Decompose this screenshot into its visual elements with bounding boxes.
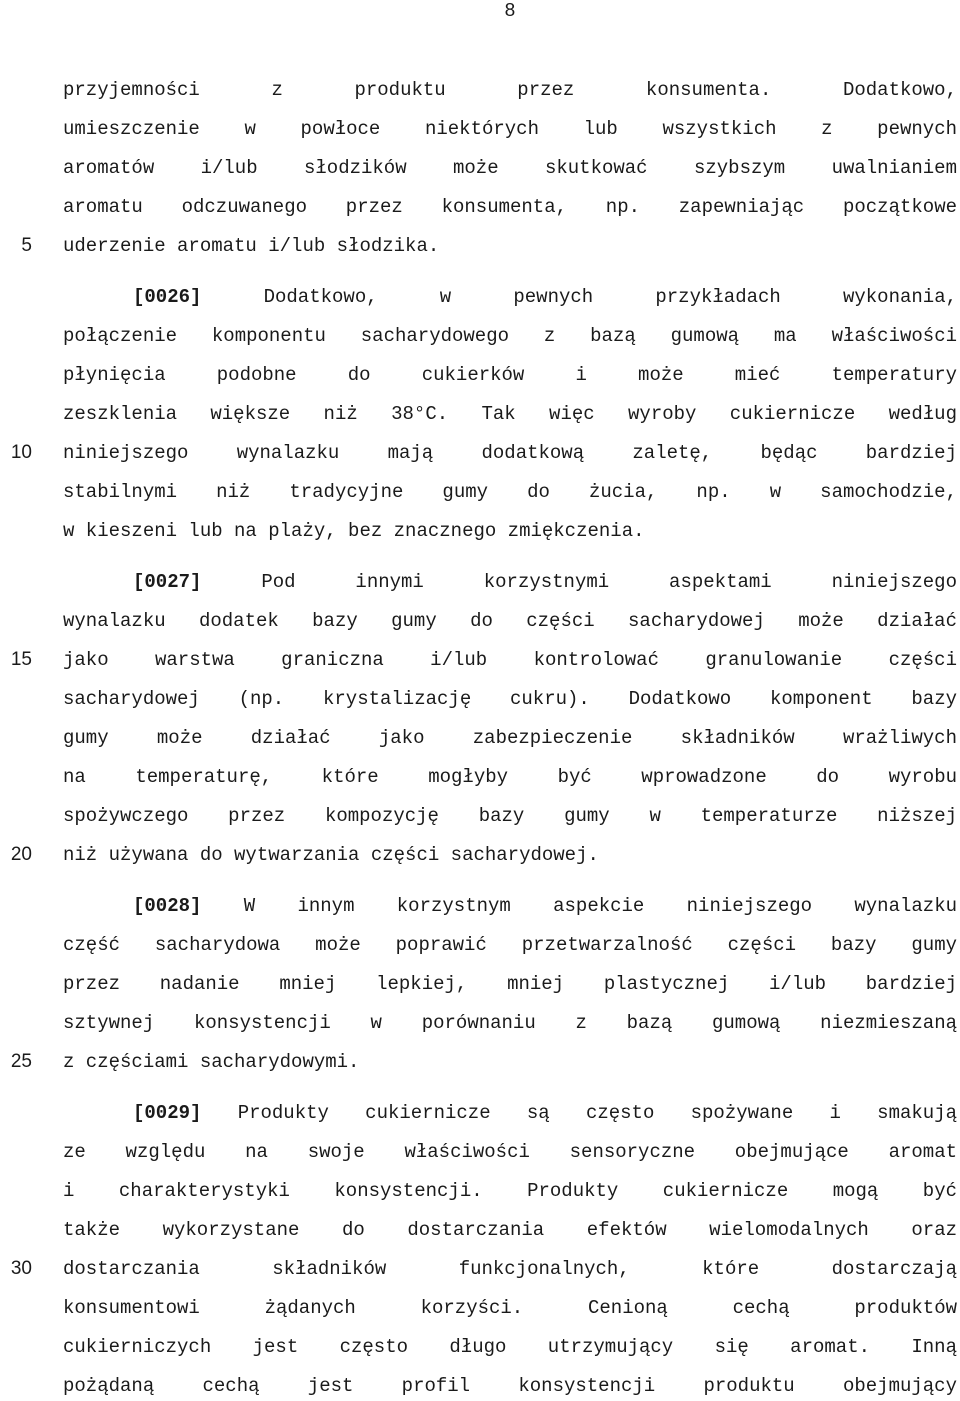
text-line: przyjemności z produktu przez konsumenta. Dodatkowo, <box>63 79 957 101</box>
text-line: płynięcia podobne do cukierków i może mieć temperatury <box>63 364 957 386</box>
paragraph-first-line <box>133 891 957 921</box>
text-line: uderzenie aromatu i/lub słodzika. <box>63 235 440 257</box>
paragraph-text: W innym korzystnym aspekcie niniejszego wynalazku <box>201 895 957 917</box>
paragraph-text: Pod innymi korzystnymi aspektami niniejszego <box>201 571 957 593</box>
line-number: 10 <box>10 442 32 463</box>
text-line: sacharydowej (np. krystalizację cukru). Dodatkowo komponent bazy <box>63 688 957 710</box>
text-line: jako warstwa graniczna i/lub kontrolować granulowanie części <box>63 649 957 671</box>
paragraph-first-line <box>133 1098 957 1128</box>
paragraph-text: Produkty cukiernicze są często spożywane i smakują <box>201 1102 957 1124</box>
paragraph-number: [0027] <box>133 571 202 593</box>
text-line: gumy może działać jako zabezpieczenie składników wrażliwych <box>63 727 957 749</box>
text-line: przez nadanie mniej lepkiej, mniej plastycznej i/lub bardziej <box>63 973 957 995</box>
text-line: i charakterystyki konsystencji. Produkty cukiernicze mogą być <box>63 1180 957 1202</box>
text-line: ze względu na swoje właściwości sensoryczne obejmujące aromat <box>63 1141 957 1163</box>
line-number: 25 <box>10 1051 32 1072</box>
text-line: z częściami sacharydowymi. <box>63 1051 360 1073</box>
paragraph-number: [0026] <box>133 286 202 308</box>
paragraph-number: [0029] <box>133 1102 202 1124</box>
text-line: stabilnymi niż tradycyjne gumy do żucia, np. w samochodzie, <box>63 481 957 503</box>
text-line: spożywczego przez kompozycję bazy gumy w temperaturze niższej <box>63 805 957 827</box>
line-number: 30 <box>10 1258 32 1279</box>
text-line: konsumentowi żądanych korzyści. Cenioną cechą produktów <box>63 1297 957 1319</box>
paragraph-text: Dodatkowo, w pewnych przykładach wykonania, <box>201 286 957 308</box>
text-line: zeszklenia większe niż 38°C. Tak więc wyroby cukiernicze według <box>63 403 957 425</box>
text-line: umieszczenie w powłoce niektórych lub wszystkich z pewnych <box>63 118 957 140</box>
text-line: sztywnej konsystencji w porównaniu z bazą gumową niezmieszaną <box>63 1012 957 1034</box>
text-line: aromatu odczuwanego przez konsumenta, np. zapewniając początkowe <box>63 196 957 218</box>
text-line: niż używana do wytwarzania części sacharydowej. <box>63 844 599 866</box>
text-line: pożądaną cechą jest profil konsystencji produktu obejmujący <box>63 1375 957 1397</box>
text-line: aromatów i/lub słodzików może skutkować szybszym uwalnianiem <box>63 157 957 179</box>
line-number: 15 <box>10 649 32 670</box>
page-number: 8 <box>504 0 516 22</box>
line-number: 20 <box>10 844 32 865</box>
text-line: w kieszeni lub na plaży, bez znacznego zmiękczenia. <box>63 520 645 542</box>
text-line: niniejszego wynalazku mają dodatkową zaletę, będąc bardziej <box>63 442 957 464</box>
text-line: wynalazku dodatek bazy gumy do części sacharydowej może działać <box>63 610 957 632</box>
paragraph-number: [0028] <box>133 895 202 917</box>
line-number: 5 <box>21 235 32 256</box>
text-line: cukierniczych jest często długo utrzymujący się aromat. Inną <box>63 1336 957 1358</box>
text-line: na temperaturę, które mogłyby być wprowadzone do wyrobu <box>63 766 957 788</box>
paragraph-first-line <box>133 282 957 312</box>
text-line: dostarczania składników funkcjonalnych, które dostarczają <box>63 1258 957 1280</box>
text-line: część sacharydowa może poprawić przetwarzalność części bazy gumy <box>63 934 957 956</box>
paragraph-first-line <box>133 567 957 597</box>
text-line: połączenie komponentu sacharydowego z bazą gumową ma właściwości <box>63 325 957 347</box>
text-line: także wykorzystane do dostarczania efektów wielomodalnych oraz <box>63 1219 957 1241</box>
